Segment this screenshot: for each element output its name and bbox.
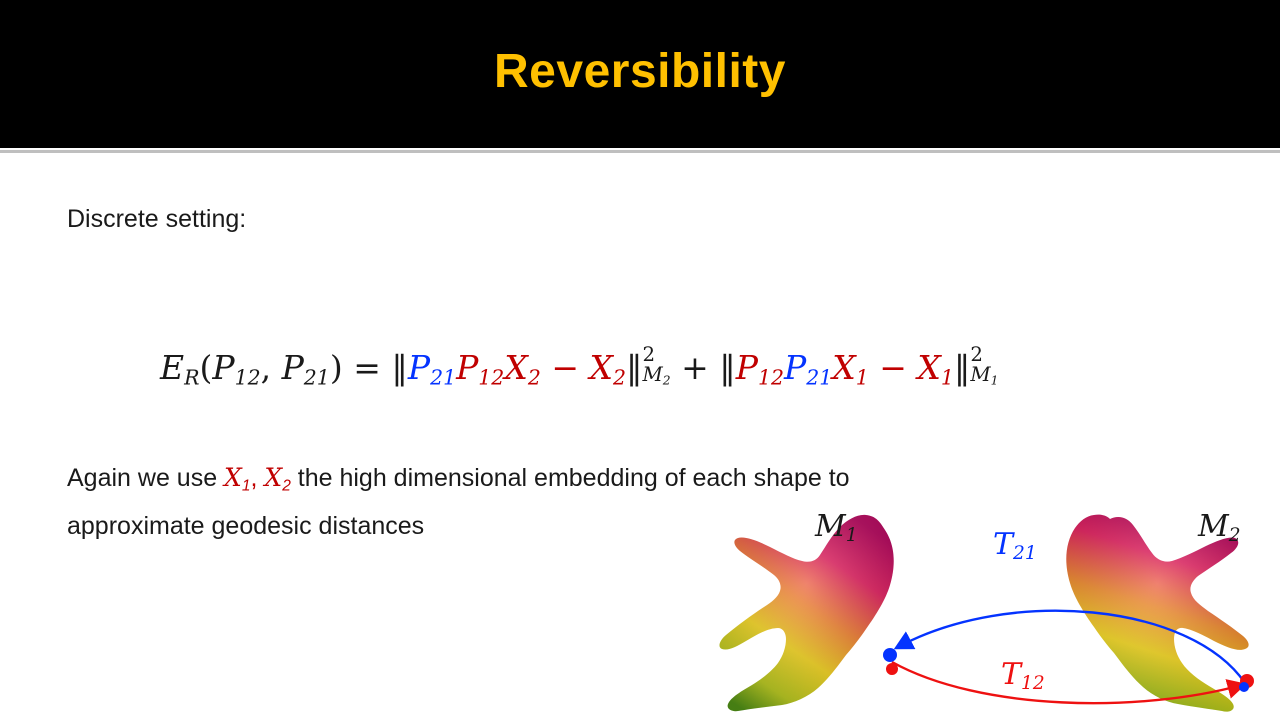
formula-t2-X1-sub: 1: [855, 365, 869, 390]
formula-t1-subM-index: 2: [662, 373, 671, 388]
figure-label-t21: [993, 527, 1037, 564]
formula-t2-P21: P: [783, 347, 807, 387]
formula-t2-X1b: X: [917, 347, 941, 387]
formula-E-sub: R: [184, 365, 200, 390]
formula-t2-normsubsup: [970, 345, 998, 387]
figure-svg: [690, 495, 1280, 719]
formula-t2-minus: −: [879, 347, 907, 387]
formula-t2-subM-letter: M: [970, 363, 991, 387]
again-X2-sub: 2: [282, 477, 291, 495]
formula-t1-X2b: X: [589, 347, 613, 387]
formula-t2-X1: X: [832, 347, 856, 387]
title-bar: [0, 0, 1280, 148]
figure-label-t12-letter: T: [1001, 657, 1022, 692]
formula-t2-sup: 2: [970, 343, 983, 367]
formula-P12-sub: 12: [234, 365, 261, 390]
formula-P21-sub: 21: [303, 365, 330, 390]
formula-t2-subM-index: 1: [990, 373, 999, 388]
again-comma: ,: [250, 464, 265, 492]
shape-correspondence-figure: [690, 495, 1280, 719]
formula-equals: =: [353, 347, 381, 387]
formula-t1-subM: [643, 365, 671, 387]
formula-t2-P21-sub: 21: [806, 365, 833, 390]
formula-open-paren: (: [199, 347, 213, 387]
again-text-line1: [67, 462, 850, 496]
figure-label-m1-index: 1: [845, 525, 858, 547]
figure-label-t21-letter: T: [993, 527, 1014, 562]
figure-label-m2: [1198, 509, 1241, 546]
formula-t1-sup: 2: [642, 343, 656, 367]
point-blue-left: [883, 648, 897, 662]
figure-label-m2-index: 2: [1228, 525, 1241, 547]
formula-norm-close-1: ‖: [626, 347, 643, 387]
formula-t1-P21-sub: 21: [430, 365, 457, 390]
formula-P21: P: [281, 347, 304, 387]
formula-close-paren: ): [329, 347, 343, 387]
point-blue-right: [1239, 682, 1249, 692]
formula-t2-P12-sub: 12: [757, 365, 784, 390]
again-prefix: Again we use: [67, 464, 225, 492]
formula-plus: +: [681, 347, 709, 387]
formula-t1-P21: P: [407, 347, 431, 387]
figure-label-m1-letter: M: [815, 509, 846, 544]
formula-t1-minus: −: [551, 347, 579, 387]
formula-comma: ,: [260, 347, 282, 387]
title-divider: [0, 150, 1280, 153]
again-X2: X: [264, 463, 283, 492]
formula-t1-P12-sub: 12: [478, 365, 505, 390]
energy-formula: [160, 343, 998, 390]
formula-norm-open-1: ‖: [391, 347, 408, 387]
figure-label-t21-index: 21: [1013, 543, 1037, 565]
formula-E: E: [160, 347, 185, 387]
figure-label-m2-letter: M: [1198, 509, 1229, 544]
shape-m1-shading: [719, 515, 893, 711]
figure-label-t12-index: 12: [1021, 673, 1045, 695]
formula-t2-P12: P: [735, 347, 758, 387]
point-red-left: [886, 663, 898, 675]
formula-t1-P12: P: [456, 347, 479, 387]
again-X1: X: [224, 463, 242, 492]
formula-t2-X1b-sub: 1: [940, 365, 954, 390]
formula-t1-normsubsup: [643, 345, 671, 387]
formula-P12: P: [212, 347, 235, 387]
formula-t1-X2: X: [504, 347, 528, 387]
again-text-line2: approximate geodesic distances: [67, 512, 425, 540]
intro-text: Discrete setting:: [67, 205, 247, 233]
figure-label-m1: [815, 509, 858, 546]
formula-t1-X2-sub: 2: [527, 365, 541, 390]
page-title: Reversibility: [494, 45, 786, 98]
again-X1-sub: 1: [241, 477, 251, 495]
formula-norm-close-2: ‖: [953, 347, 971, 387]
formula-norm-open-2: ‖: [719, 347, 736, 387]
formula-t1-subM-letter: M: [642, 363, 663, 387]
formula-t1-X2b-sub: 2: [612, 365, 626, 390]
shape-m1: [719, 515, 893, 711]
formula-t2-subM: [970, 365, 998, 387]
figure-label-t12: [1001, 657, 1045, 694]
again-suffix: the high dimensional embedding of each shape to: [290, 464, 850, 492]
